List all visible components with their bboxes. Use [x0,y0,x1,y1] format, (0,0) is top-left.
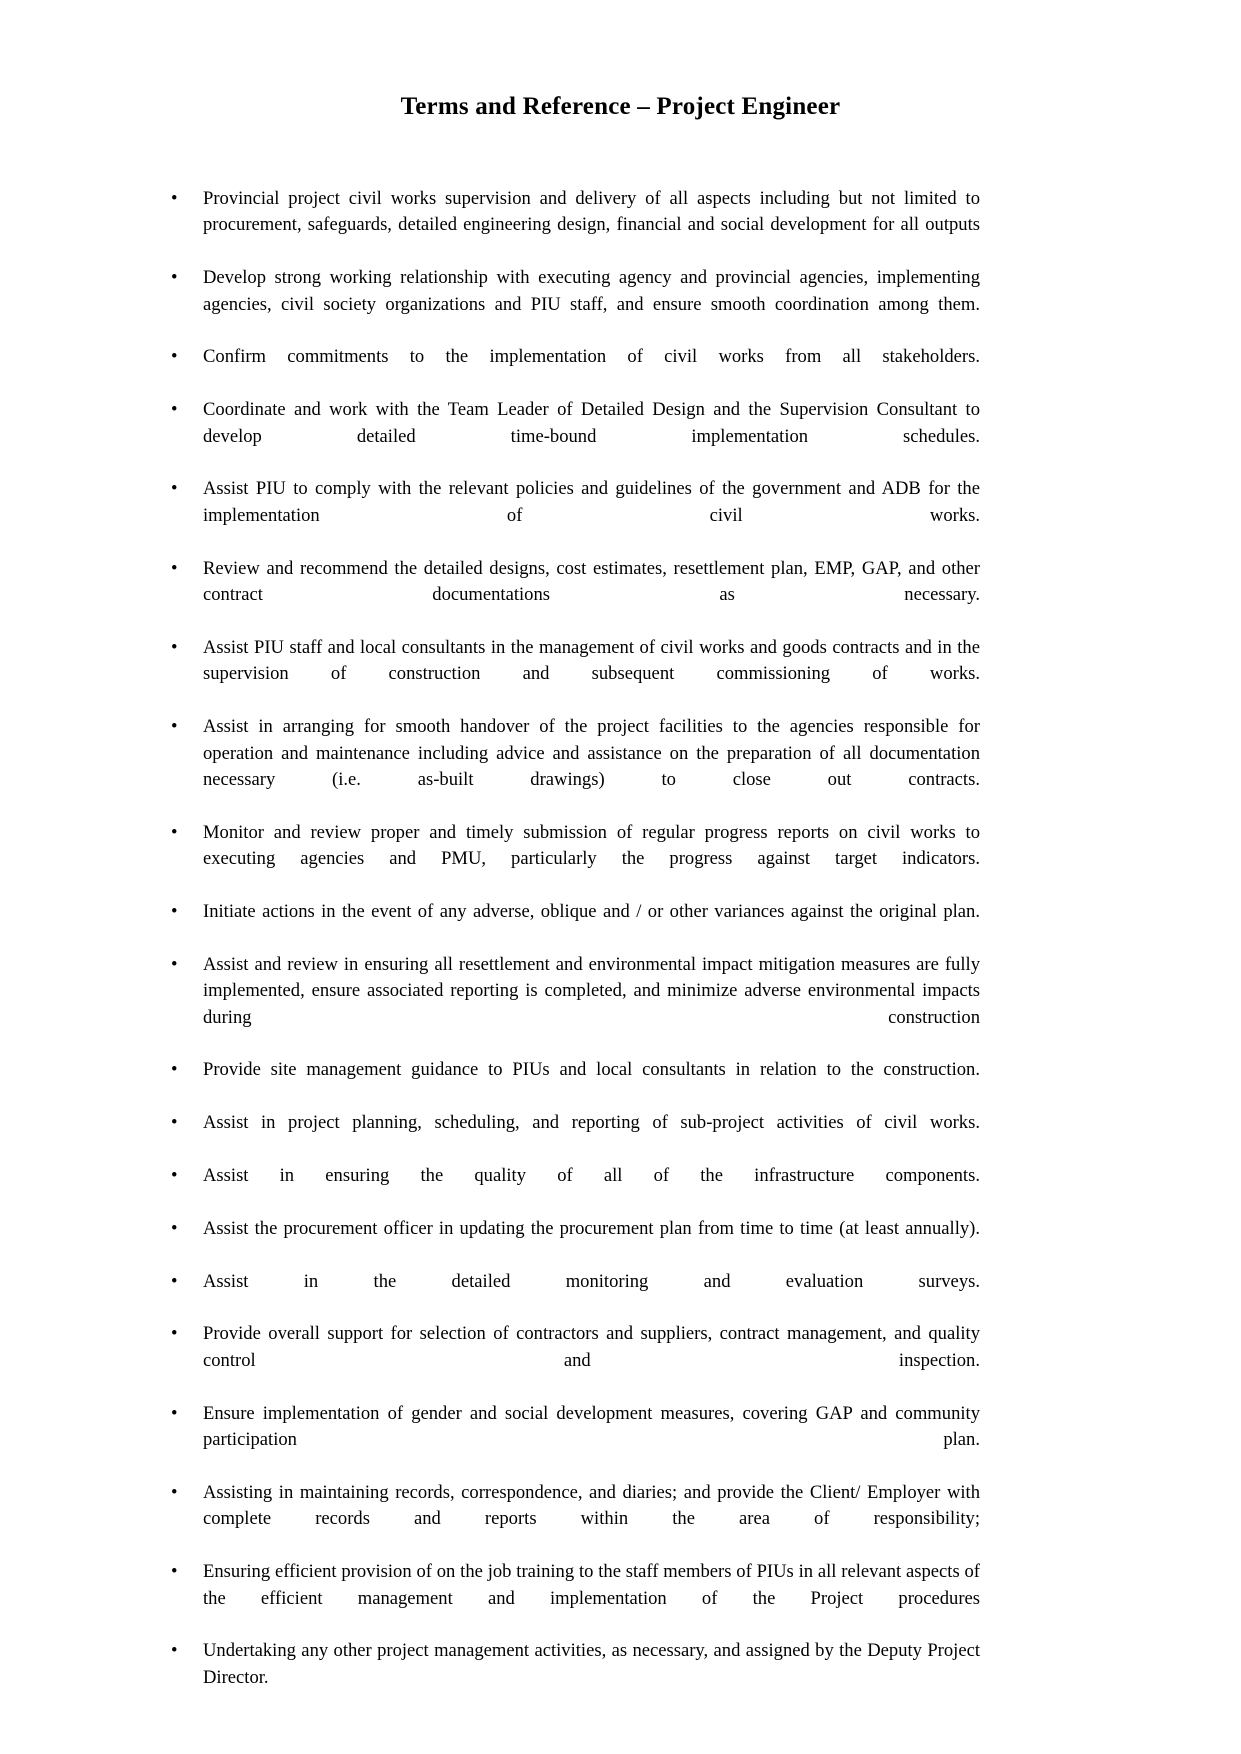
bullet-icon: • [171,1270,178,1292]
list-item-text: Assist in the detailed monitoring and evaluation surveys. [203,1270,980,1292]
list-item-text: Assist the procurement officer in updating the procurement plan from time to time (at least annually). [203,1217,980,1239]
list-item [165,635,980,714]
list-item [165,820,980,899]
list-item [165,265,980,344]
list-item [165,556,980,635]
bullet-icon: • [171,716,178,738]
list-item [165,899,980,952]
list-item [165,1401,980,1480]
bullet-icon: • [171,1561,178,1583]
list-item-text: Monitor and review proper and timely submission of regular progress reports on civil works to executing agencies and PMU, particularly the progress against target indicators. [203,821,980,870]
list-item-text: Ensuring efficient provision of on the job training to the staff members of PIUs in all relevant aspects of the efficient management and implementation of the Project procedures [203,1561,980,1609]
list-item-text: Provide site management guidance to PIUs and local consultants in relation to the construction. [203,1059,980,1081]
bullet-icon: • [171,267,178,289]
list-item [165,1216,980,1269]
page-title: Terms and Reference – Project Engineer [400,93,841,120]
list-item-text: Provide overall support for selection of contractors and suppliers, contract management, and quality control and inspection. [203,1323,980,1371]
list-item [165,1057,980,1110]
list-item-text: Develop strong working relationship with executing agency and provincial agencies, implementing agencies, civil society organizations and PIU staff, and ensure smooth coordination among them. [203,267,980,315]
list-item-text: Provincial project civil works supervision and delivery of all aspects including but not limited to procurement, safeguards, detailed engineering design, financial and social development for all outputs [203,188,980,236]
list-item [165,397,980,476]
bullet-icon: • [171,346,178,368]
bullet-icon: • [171,478,178,500]
list-item [165,1480,980,1559]
list-item-text: Review and recommend the detailed designs, cost estimates, resettlement plan, EMP, GAP, and other contract documentations as necessary. [203,557,980,606]
list-item-text: Assist and review in ensuring all resettlement and environmental impact mitigation measures are fully implemented, ensure associated reporting is completed, and minimize adverse environmental impacts during construction [203,953,980,1028]
list-item-text: Initiate actions in the event of any adverse, oblique and / or other variances against the original plan. [203,900,980,922]
list-item [165,1163,980,1216]
bullet-icon: • [171,1059,178,1081]
bullet-icon: • [171,1112,178,1134]
bullet-icon: • [171,900,178,922]
bullet-icon: • [171,636,178,658]
list-item-text: Coordinate and work with the Team Leader of Detailed Design and the Supervision Consultant to develop detailed time-bound implementation schedules. [203,399,980,447]
list-item [165,186,980,265]
list-item [165,476,980,555]
list-item-text: Assist in ensuring the quality of all of the infrastructure components. [203,1165,980,1187]
list-item [165,952,980,1058]
bullet-icon: • [171,1217,178,1239]
bullet-icon: • [171,557,178,579]
list-item-text: Assist PIU to comply with the relevant policies and guidelines of the government and ADB for the implementation of civil works. [203,478,980,526]
list-item-text: Undertaking any other project management activities, as necessary, and assigned by the Deputy Project Director. [203,1640,980,1688]
bullet-icon: • [171,1640,178,1662]
bullet-icon: • [171,1323,178,1345]
list-item [165,714,980,820]
list-item-text: Assist in arranging for smooth handover of the project facilities to the agencies responsible for operation and maintenance including advice and assistance on the preparation of all documentation necessary (i.e. as-built drawings) to close out contracts. [203,716,980,790]
bullet-icon: • [171,821,178,843]
list-item [165,1110,980,1163]
list-item-text: Assist PIU staff and local consultants in the management of civil works and goods contracts and in the supervision of construction and subsequent commissioning of works. [203,636,980,685]
list-item-text: Confirm commitments to the implementation of civil works from all stakeholders. [203,346,980,368]
list-item-text: Assist in project planning, scheduling, and reporting of sub-project activities of civil works. [203,1112,980,1134]
bullet-icon: • [171,1481,178,1503]
bullet-icon: • [171,1165,178,1187]
list-item-text: Ensure implementation of gender and social development measures, covering GAP and community participation plan. [203,1402,980,1451]
list-item [165,1321,980,1400]
list-item [165,1559,980,1638]
list-item [165,1638,980,1717]
list-item-text: Assisting in maintaining records, correspondence, and diaries; and provide the Client/ Employer with complete records and reports within the area of responsibility; [203,1481,980,1530]
responsibilities-list [165,186,980,1718]
list-item [165,344,980,397]
bullet-icon: • [171,953,178,975]
bullet-icon: • [171,188,178,209]
bullet-icon: • [171,1402,178,1424]
bullet-icon: • [171,399,178,421]
list-item [165,1269,980,1322]
